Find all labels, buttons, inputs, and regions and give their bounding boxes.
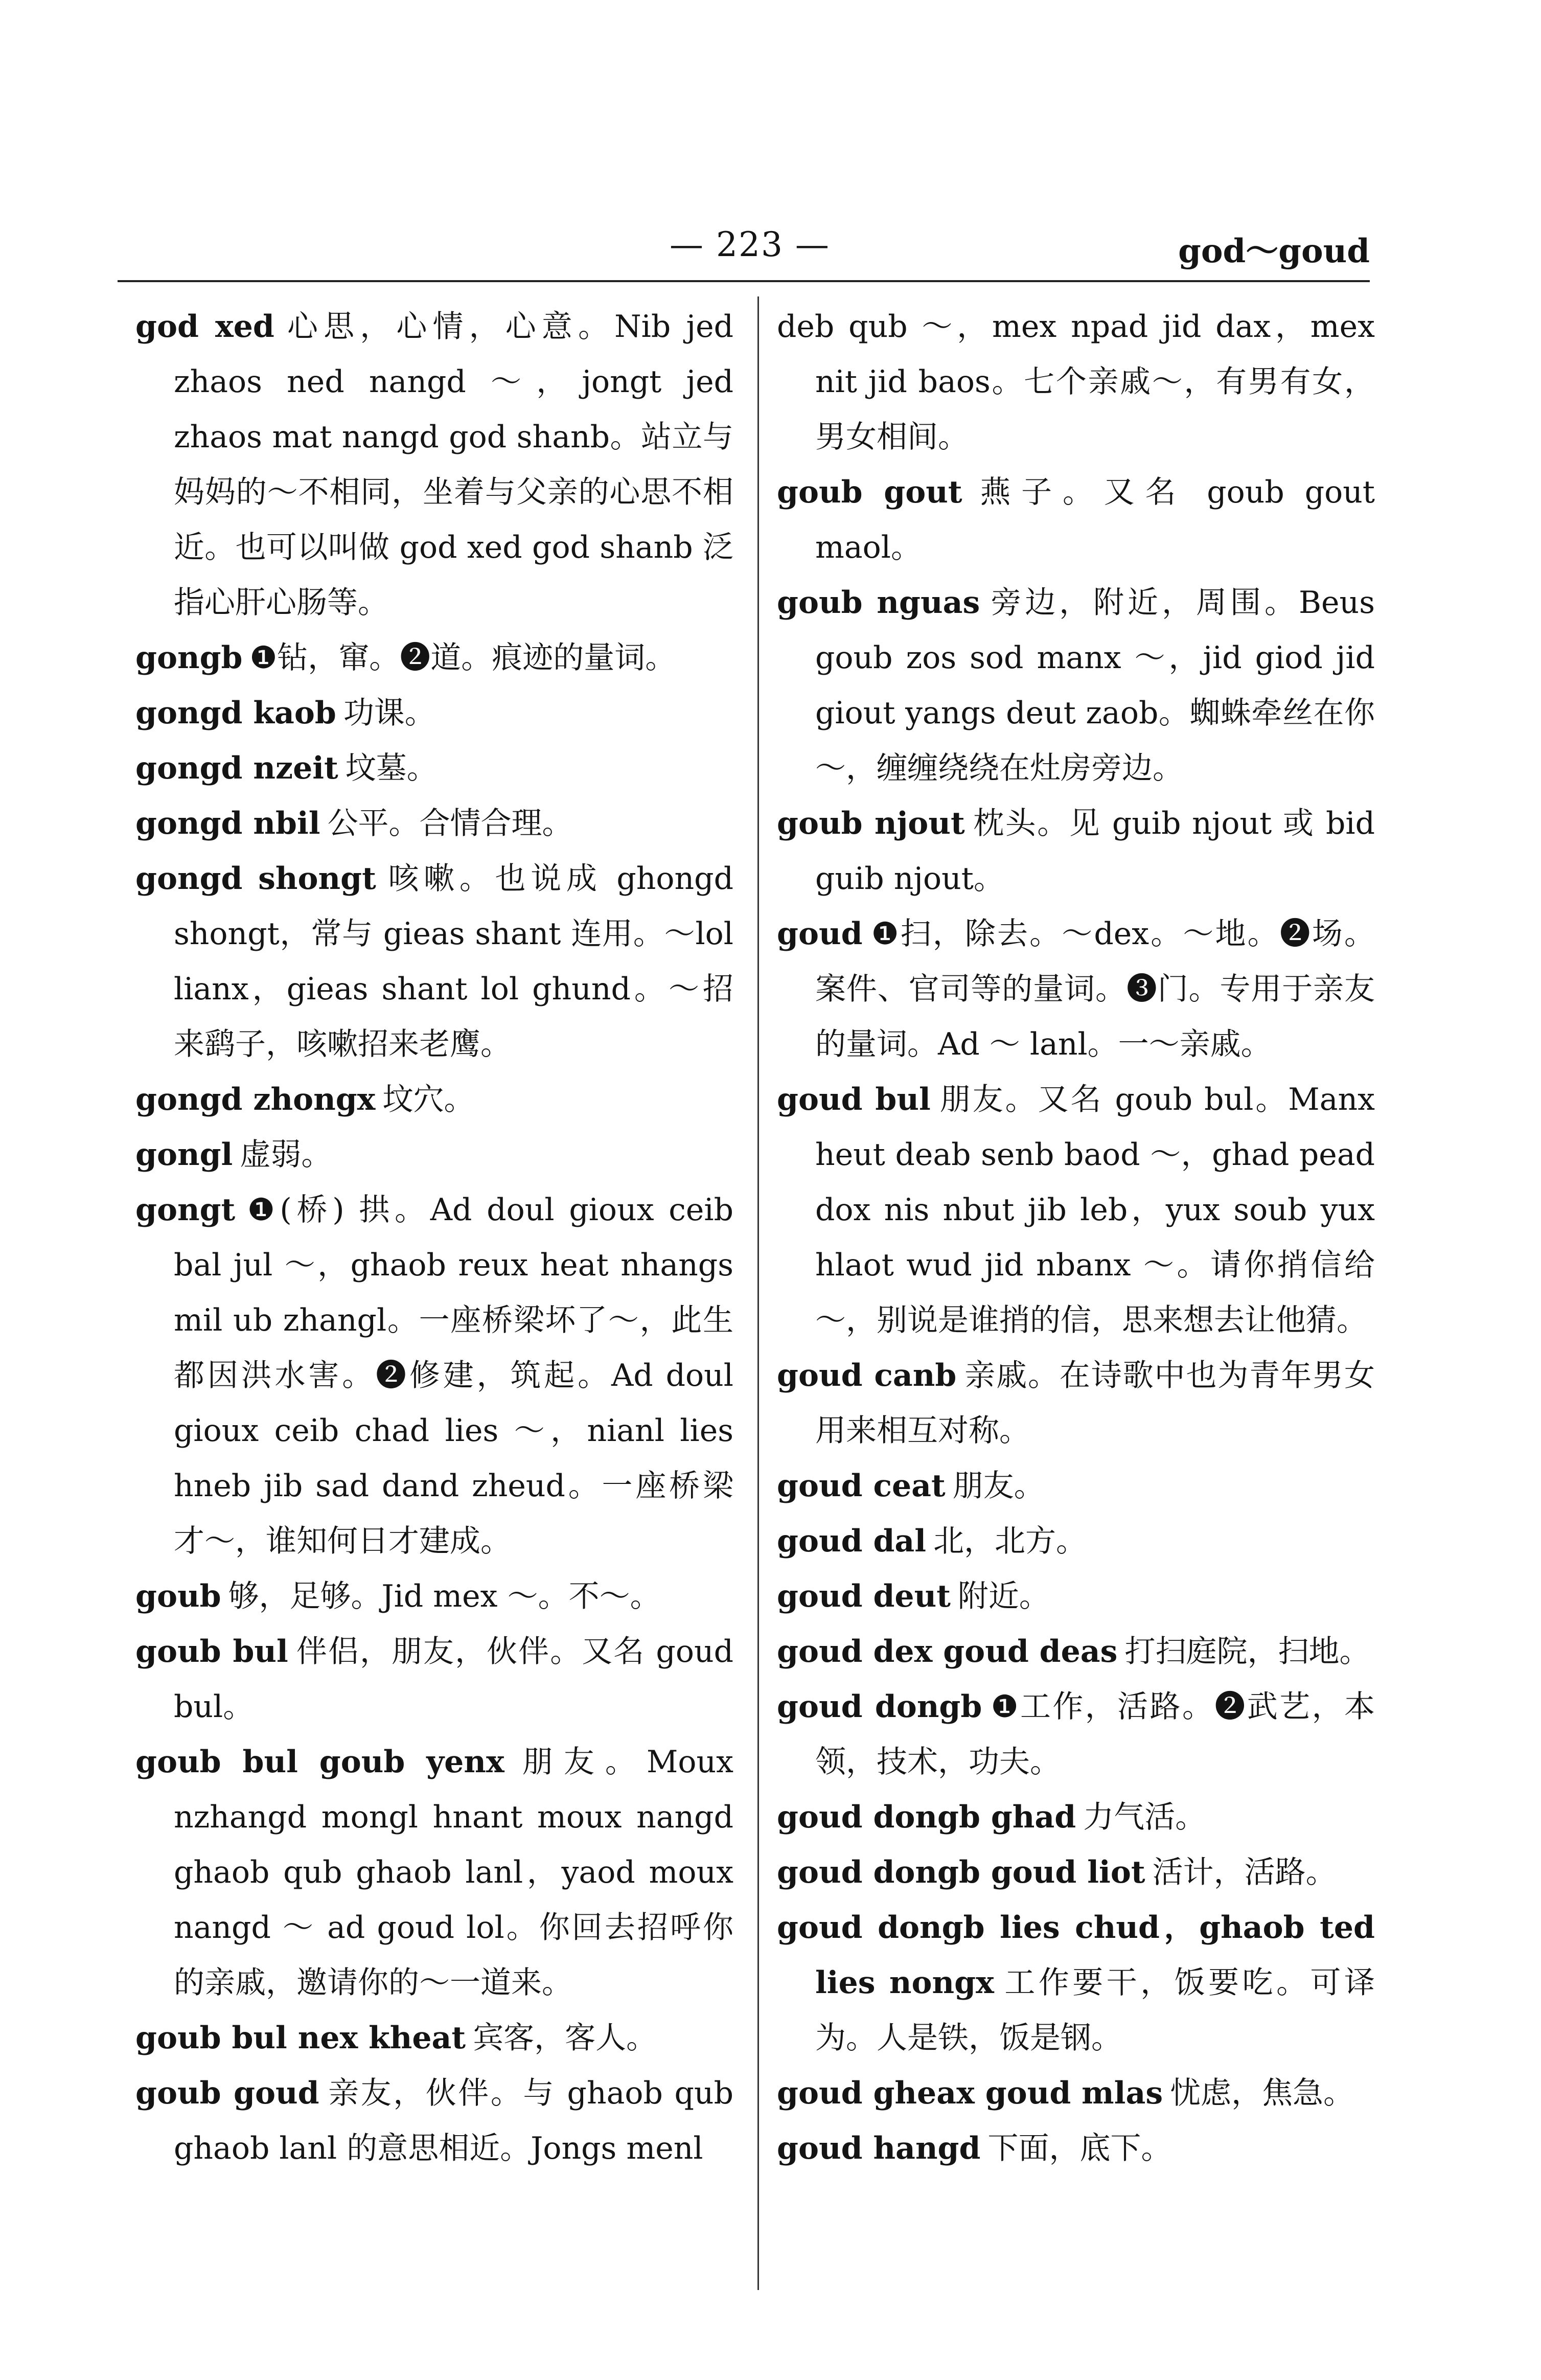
entry-headword: gongl [135, 1137, 233, 1173]
entry-definition: 朋友。 [952, 1468, 1045, 1504]
dictionary-entry [135, 685, 733, 741]
entry-headword: goub bul [135, 1634, 288, 1669]
entry-headword: gongd zhongx [135, 1082, 376, 1117]
page-number: — 223 — [670, 225, 830, 264]
entry-definition: deb qub ～，mex npad jid dax，mex nit jid baos。七个亲戚～，有男有女，男女相间。 [777, 309, 1375, 455]
entry-definition: 附近。 [957, 1578, 1050, 1614]
page-header [118, 220, 1370, 281]
entry-definition: 坟墓。 [345, 750, 438, 786]
dictionary-entry [135, 1624, 733, 1734]
entry-headword: goub njout [777, 806, 965, 841]
entry-headword: gongd nbil [135, 806, 320, 841]
entry-definition: 下面，底下。 [987, 2131, 1172, 2166]
dictionary-entry [135, 1127, 733, 1182]
entry-definition: 北，北方。 [933, 1523, 1087, 1559]
entry-headword: gongd shongt [135, 861, 376, 897]
column-divider [757, 296, 759, 2290]
entry-definition: 咳嗽。也说成 ghongd shongt，常与 gieas shant 连用。～lol lianx，gieas shant lol ghund。～招来鹞子，咳嗽招来老鹰。 [174, 861, 733, 1062]
entry-headword: gongd nzeit [135, 750, 338, 786]
entry-headword: goud dongb lies chud，ghaob ted lies nongx [777, 1910, 1375, 2001]
dictionary-entry [135, 851, 733, 1072]
dictionary-entry [135, 2010, 733, 2066]
entry-headword: goub bul goub yenx [135, 1744, 504, 1780]
dictionary-entry [777, 1624, 1375, 1679]
dictionary-entry [777, 1790, 1375, 1845]
entry-headword: god xed [135, 309, 274, 345]
dictionary-entry [777, 1514, 1375, 1569]
entry-definition: 亲友，伙伴。与 ghaob qub ghaob lanl 的意思相近。Jongs menl [174, 2075, 733, 2166]
entry-definition: ❶(桥) 拱。Ad doul gioux ceib bal jul ～，ghaob reux heat nhangs mil ub zhangl。一座桥梁坏了～，此生都因洪水害。❷修建，筑起。Ad doul gioux ceib chad lies ～，nianl lies hneb jib sad dand zheud。一座桥梁才～，谁知何日才建成。 [174, 1192, 733, 1559]
entry-definition: 朋友。又名 goub bul。Manx heut deab senb baod ～，ghad pead dox nis nbut jib leb，yux soub yux hlaot wud jid nbanx ～。请你捎信给～，别说是谁捎的信，思来想去让他猜。 [815, 1082, 1375, 1338]
dictionary-entry [135, 1569, 733, 1624]
entry-headword: goud gheax goud mlas [777, 2075, 1163, 2111]
dictionary-entry [777, 1569, 1375, 1624]
entry-definition: 公平。合情合理。 [327, 806, 573, 841]
dictionary-entry [135, 1734, 733, 2010]
dictionary-entry [777, 2121, 1375, 2176]
entry-definition: 伴侣，朋友，伙伴。又名 goud bul。 [174, 1634, 734, 1725]
entry-headword: goud dongb ghad [777, 1799, 1076, 1835]
entry-definition: 坟穴。 [382, 1082, 475, 1117]
entry-definition: 枕头。见 guib njout 或 bid guib njout。 [815, 806, 1375, 897]
dictionary-entry [135, 796, 733, 851]
dictionary-entry [777, 1845, 1375, 1900]
entry-headword: gongb [135, 640, 243, 676]
entry-headword: goub gout [777, 474, 962, 510]
entry-definition: 打扫庭院，扫地。 [1124, 1634, 1370, 1669]
entry-headword: goud [777, 916, 863, 952]
entry-headword: goud dongb goud liot [777, 1855, 1145, 1890]
entry-headword: goud hangd [777, 2131, 981, 2166]
entry-definition: ❶工作，活路。❷武艺，本领，技术，功夫。 [815, 1689, 1375, 1780]
entry-definition: 够，足够。Jid mex ～。不～。 [228, 1578, 661, 1614]
entry-definition: 虚弱。 [240, 1137, 332, 1173]
entry-headword: goub nguas [777, 585, 980, 621]
right-column [777, 299, 1375, 2176]
entry-headword: goud bul [777, 1082, 931, 1117]
entry-headword: gongt [135, 1192, 236, 1228]
dictionary-entry [777, 906, 1375, 1072]
entry-definition: 心思，心情，心意。Nib jed zhaos ned nangd ～，jongt jed zhaos mat nangd god shanb。站立与妈妈的～不相同，坐着与父亲的心思不相近。也可以叫做 god xed god shanb 泛指心肝心肠等。 [174, 309, 733, 621]
entry-headword: goud dongb [777, 1689, 982, 1725]
entry-definition: 朋友。Moux nzhangd mongl hnant moux nangd ghaob qub ghaob lanl，yaod moux nangd ～ ad goud lol。你回去招呼你的亲戚，邀请你的～一道来。 [174, 1744, 733, 2001]
dictionary-entry [777, 1072, 1375, 1348]
left-column [135, 299, 733, 2176]
dictionary-entry [777, 465, 1375, 575]
dictionary-entry [135, 299, 733, 630]
entry-definition: 力气活。 [1083, 1799, 1206, 1835]
entry-definition: 工作要干，饭要吃。可译为。人是铁，饭是钢。 [815, 1965, 1375, 2056]
running-head: god～goud [1178, 232, 1370, 270]
dictionary-entry [777, 2066, 1375, 2121]
entry-headword: gongd kaob [135, 695, 336, 731]
entry-definition: ❶钻，窜。❷道。痕迹的量词。 [249, 640, 676, 676]
dictionary-entry [135, 1182, 733, 1569]
entry-headword: goud ceat [777, 1468, 946, 1504]
dictionary-entry [777, 1458, 1375, 1514]
dictionary-entry [777, 796, 1375, 906]
entry-definition: 旁边，附近，周围。Beus goub zos sod manx ～，jid giod jid giout yangs deut zaob。蜘蛛牵丝在你～，缠缠绕绕在灶房旁边。 [815, 585, 1375, 786]
dictionary-entry [777, 1348, 1375, 1458]
entry-headword: goud deut [777, 1578, 951, 1614]
entry-headword: goub bul nex kheat [135, 2020, 466, 2056]
entry-headword: goud canb [777, 1358, 957, 1393]
dictionary-entry [135, 2066, 733, 2176]
entry-definition: 亲戚。在诗歌中也为青年男女用来相互对称。 [815, 1358, 1375, 1449]
entry-headword: goub [135, 1578, 221, 1614]
dictionary-entry [135, 1072, 733, 1127]
entry-definition: 活计，活路。 [1152, 1855, 1337, 1890]
dictionary-entry [135, 741, 733, 796]
entry-definition: 宾客，客人。 [473, 2020, 657, 2056]
entry-headword: goub goud [135, 2075, 319, 2111]
dictionary-entry [777, 575, 1375, 796]
dictionary-entry [135, 630, 733, 685]
entry-definition: 忧虑，焦急。 [1170, 2075, 1354, 2111]
dictionary-entry [777, 1900, 1375, 2066]
dictionary-entry [777, 1679, 1375, 1790]
dictionary-entry-continued [777, 299, 1375, 465]
entry-definition: 功课。 [343, 695, 435, 731]
entry-headword: goud dal [777, 1523, 927, 1559]
entry-definition: ❶扫，除去。～dex。～地。❷场。案件、官司等的量词。❸门。专用于亲友的量词。Ad ～ lanl。一～亲戚。 [815, 916, 1375, 1062]
entry-headword: goud dex goud deas [777, 1634, 1118, 1669]
entry-definition: 燕子。又名 goub gout maol。 [815, 474, 1375, 565]
header-rule [118, 280, 1370, 282]
